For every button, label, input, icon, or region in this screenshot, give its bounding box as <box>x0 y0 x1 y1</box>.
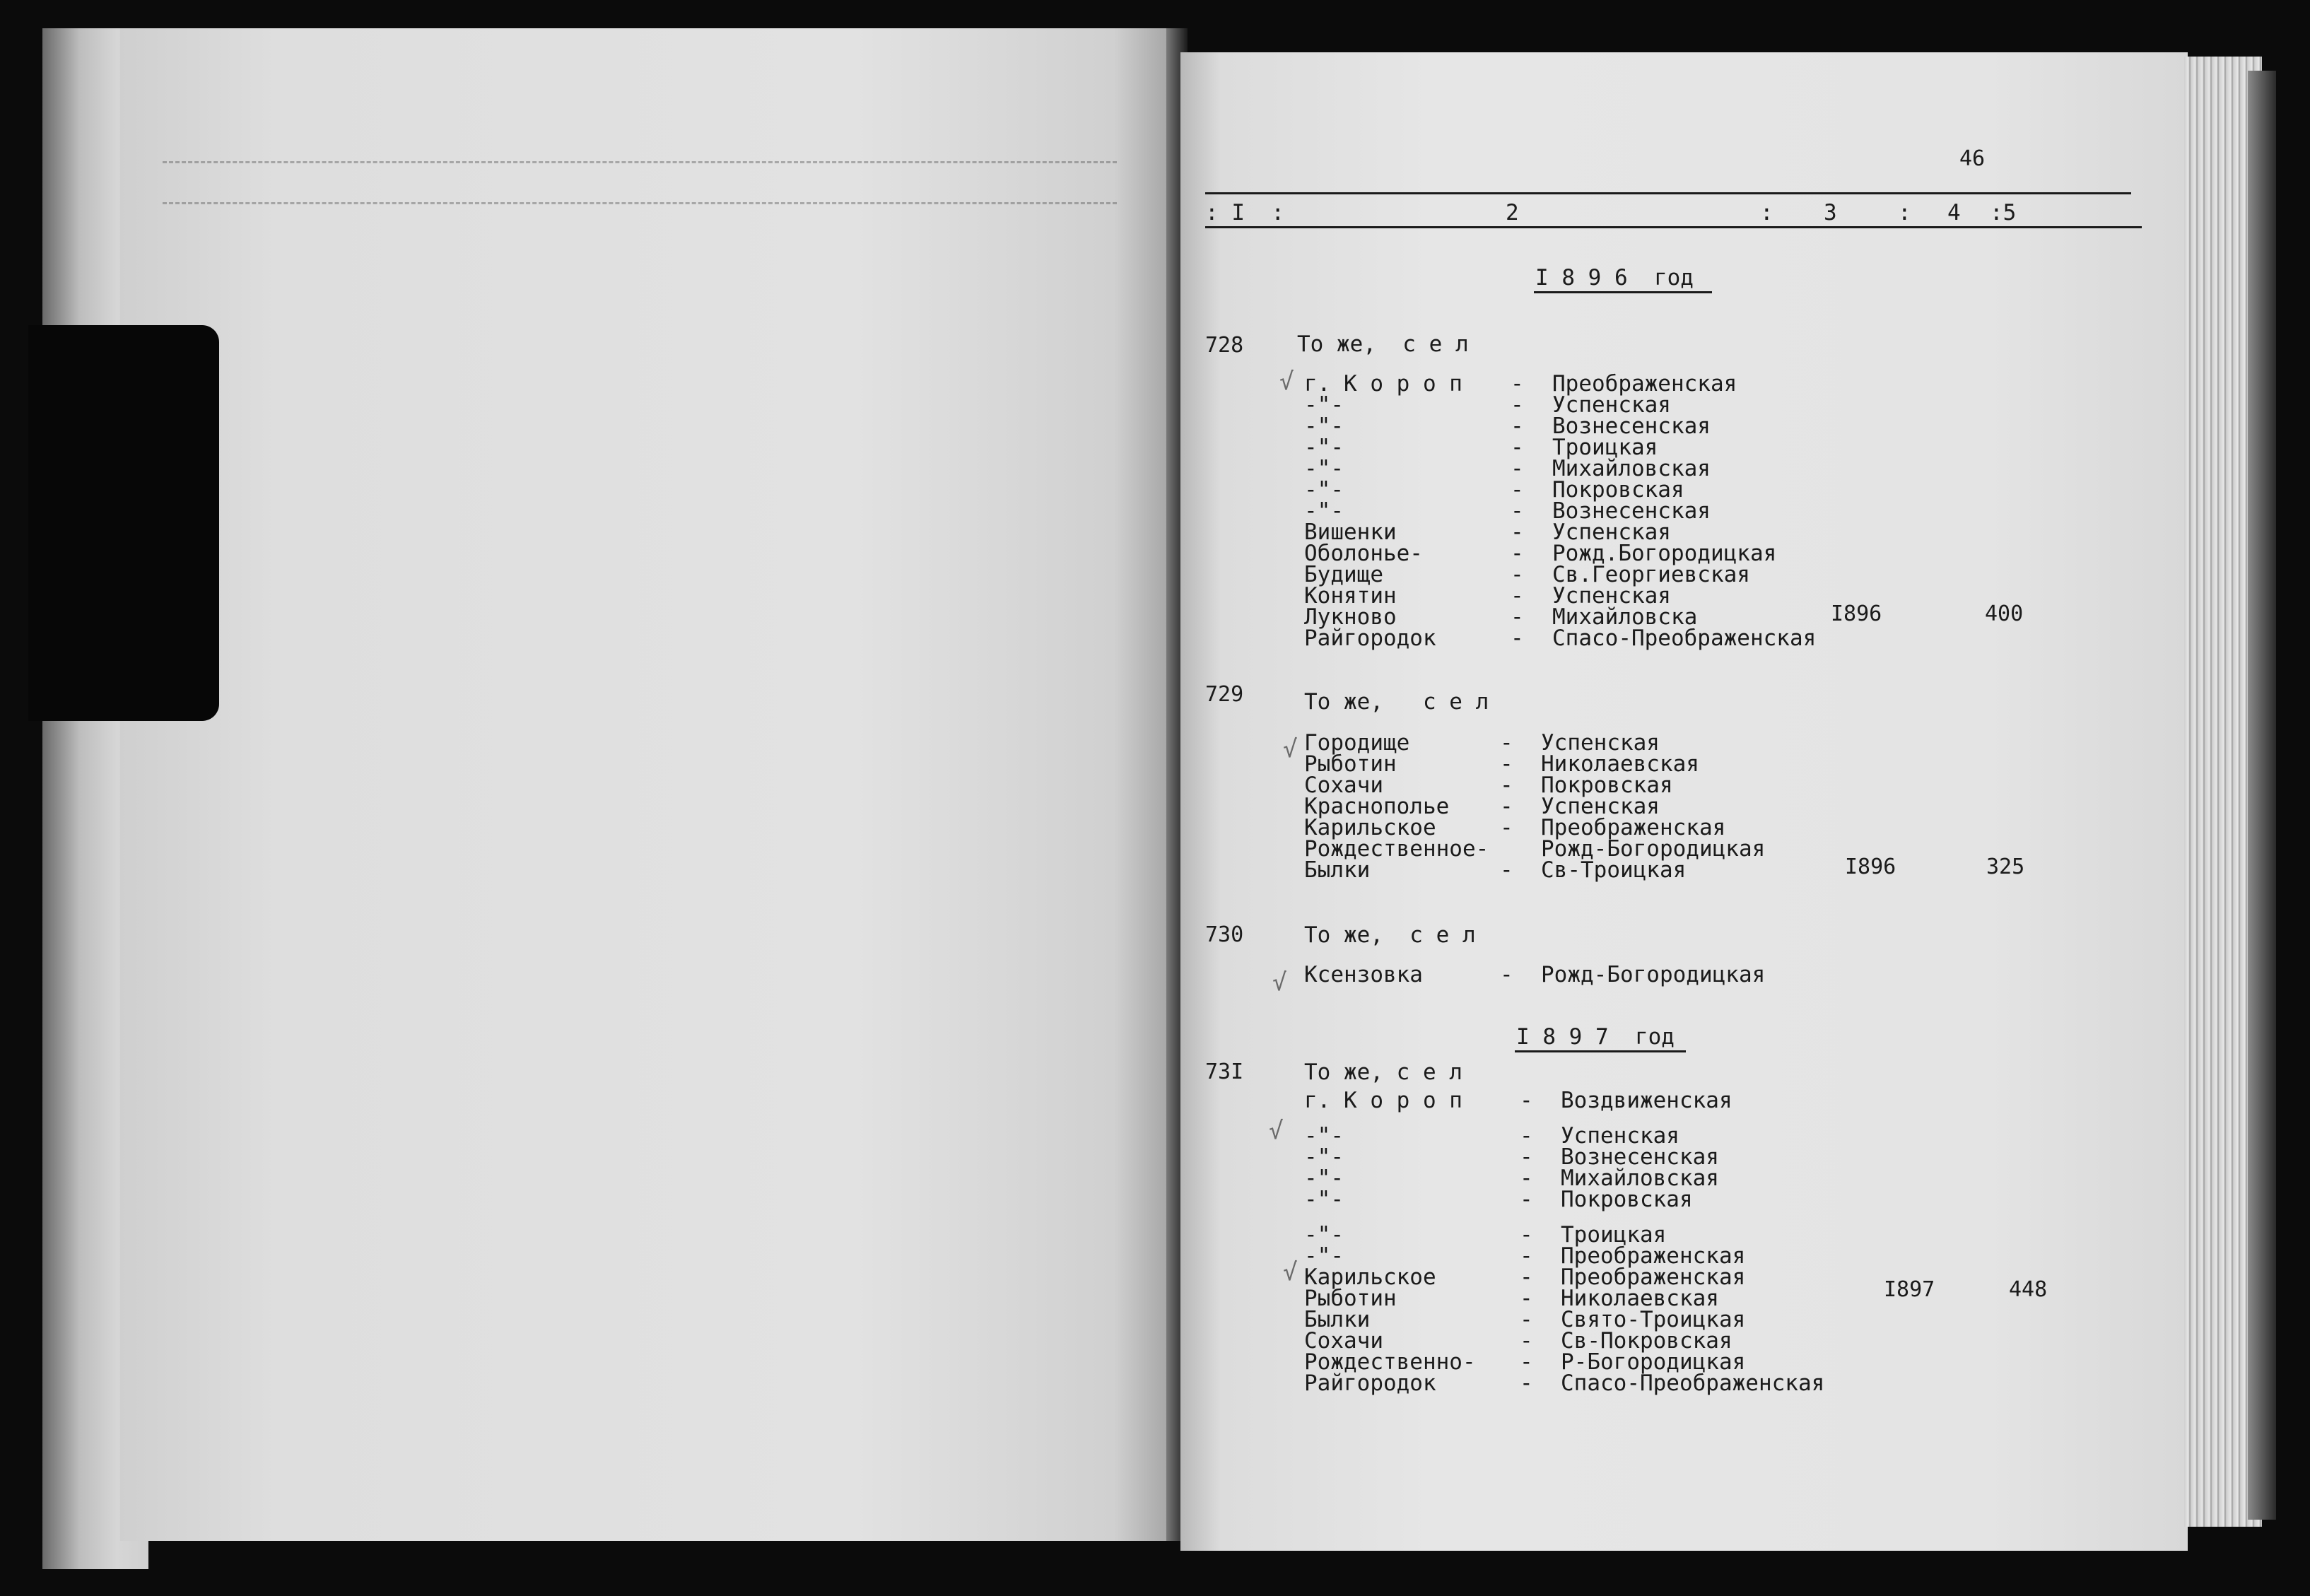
church-name: Рожд.Богородицкая <box>1552 541 1777 566</box>
dash-separator: - <box>1520 1265 1533 1290</box>
church-name: Успенская <box>1552 520 1671 545</box>
dash-separator: - <box>1500 815 1513 840</box>
page-stack-shadow <box>2248 71 2276 1520</box>
church-name: Михайловска <box>1552 604 1698 630</box>
church-name: Преображенская <box>1561 1243 1746 1269</box>
place-name: -"- <box>1304 1123 1344 1149</box>
header-col-1: : I : <box>1205 200 1284 225</box>
place-name: Райгородок <box>1304 1371 1436 1396</box>
check-mark: √ <box>1283 735 1298 763</box>
church-name: Преображенская <box>1552 371 1737 397</box>
section-title-underline <box>1515 1050 1686 1052</box>
church-name: Успенская <box>1552 392 1671 418</box>
place-name: -"- <box>1304 1243 1344 1269</box>
place-name: Краснополье <box>1304 794 1450 819</box>
dash-separator: - <box>1511 477 1524 503</box>
section-title-1896: I 8 9 6 год <box>1535 265 1694 291</box>
header-col-3: 3 <box>1824 200 1837 225</box>
dash-separator: - <box>1520 1371 1533 1396</box>
dash-separator: - <box>1511 498 1524 524</box>
dash-separator: - <box>1520 1349 1533 1375</box>
church-name: Рожд-Богородицкая <box>1541 836 1766 862</box>
header-sep: : <box>1760 200 1773 225</box>
place-name: -"- <box>1304 1166 1344 1191</box>
church-name: Успенская <box>1541 794 1660 819</box>
place-name: -"- <box>1304 413 1344 439</box>
place-name: Рыботин <box>1304 751 1397 777</box>
dash-separator: - <box>1520 1166 1533 1191</box>
place-name: -"- <box>1304 1187 1344 1212</box>
church-name: Св.Георгиевская <box>1552 562 1750 587</box>
place-name: Вишенки <box>1304 520 1397 545</box>
place-name: -"- <box>1304 392 1344 418</box>
check-mark: √ <box>1272 968 1287 997</box>
record-year: I897 <box>1884 1277 1935 1302</box>
place-name: Сохачи <box>1304 773 1383 798</box>
dash-separator: - <box>1520 1328 1533 1354</box>
place-name: -"- <box>1304 456 1344 481</box>
church-name: Спасо-Преображенская <box>1561 1371 1825 1396</box>
dash-separator: - <box>1500 962 1513 987</box>
place-name: -"- <box>1304 498 1344 524</box>
church-name: Троицкая <box>1552 435 1658 460</box>
church-name: Рожд-Богородицкая <box>1541 962 1766 987</box>
dash-separator: - <box>1500 773 1513 798</box>
header-col-4: 4 <box>1947 200 1961 225</box>
place-name: Рождественное- <box>1304 836 1489 862</box>
place-name: Сохачи <box>1304 1328 1383 1354</box>
church-name: Михайловская <box>1552 456 1711 481</box>
dash-separator: - <box>1511 371 1524 397</box>
place-name: Конятин <box>1304 583 1397 609</box>
place-name: Лукново <box>1304 604 1397 630</box>
dash-separator: - <box>1511 413 1524 439</box>
place-name: Карильское <box>1304 1265 1436 1290</box>
dash-separator: - <box>1511 562 1524 587</box>
record-count: 400 <box>1985 602 2024 626</box>
church-name: Св-Покровская <box>1561 1328 1732 1354</box>
place-name: Рыботин <box>1304 1286 1397 1311</box>
left-page-bleed-rule <box>163 161 1117 163</box>
record-count: 448 <box>2009 1277 2048 1302</box>
dash-separator: - <box>1520 1088 1533 1113</box>
dash-separator: - <box>1500 794 1513 819</box>
church-name: Николаевская <box>1541 751 1699 777</box>
dash-separator: - <box>1520 1123 1533 1149</box>
church-name: Вознесенская <box>1552 498 1711 524</box>
church-name: Николаевская <box>1561 1286 1719 1311</box>
church-name: Покровская <box>1552 477 1684 503</box>
church-name: Покровская <box>1561 1187 1693 1212</box>
church-name: Вознесенская <box>1552 413 1711 439</box>
dash-separator: - <box>1511 541 1524 566</box>
left-page-bleed-rule <box>163 202 1117 204</box>
header-rule-bottom <box>1205 226 2142 228</box>
record-count: 325 <box>1986 855 2025 879</box>
record-number: 729 <box>1205 682 1244 707</box>
dash-separator: - <box>1520 1307 1533 1332</box>
place-name: Былки <box>1304 1307 1371 1332</box>
church-name: Успенская <box>1552 583 1671 609</box>
dash-separator: - <box>1511 435 1524 460</box>
dash-separator: - <box>1500 730 1513 756</box>
church-name: Покровская <box>1541 773 1673 798</box>
place-name: Городище <box>1304 730 1410 756</box>
church-name: Воздвиженская <box>1561 1088 1732 1113</box>
church-name: Спасо-Преображенская <box>1552 626 1817 651</box>
church-name: Р-Богородицкая <box>1561 1349 1746 1375</box>
dash-separator: - <box>1500 857 1513 883</box>
record-heading: То же, с е л <box>1304 922 1476 948</box>
dash-separator: - <box>1500 751 1513 777</box>
dash-separator: - <box>1520 1187 1533 1212</box>
record-heading: То же, с е л <box>1304 1060 1462 1085</box>
place-name: Будище <box>1304 562 1383 587</box>
church-name: Преображенская <box>1561 1265 1746 1290</box>
book-cover-edge <box>2276 42 2310 1555</box>
place-name: -"- <box>1304 1144 1344 1170</box>
dash-separator: - <box>1511 604 1524 630</box>
header-col-5: :5 <box>1990 200 2017 225</box>
record-heading: То же, с е л <box>1304 689 1489 715</box>
section-title-1897: I 8 9 7 год <box>1516 1024 1675 1050</box>
dash-separator: - <box>1511 626 1524 651</box>
page-tab-marker <box>28 325 219 721</box>
place-name: Райгородок <box>1304 626 1436 651</box>
page-number: 46 <box>1959 146 1986 171</box>
record-year: I896 <box>1831 602 1882 626</box>
header-col-2: 2 <box>1506 200 1519 225</box>
place-name: Карильское <box>1304 815 1436 840</box>
record-number: 730 <box>1205 922 1244 947</box>
left-page <box>120 28 1166 1541</box>
church-name: Успенская <box>1561 1123 1679 1149</box>
dash-separator: - <box>1511 583 1524 609</box>
header-sep: : <box>1898 200 1911 225</box>
place-name: Ксензовка <box>1304 962 1423 987</box>
place-name: -"- <box>1304 1222 1344 1248</box>
dash-separator: - <box>1520 1243 1533 1269</box>
header-rule-top <box>1205 192 2131 194</box>
place-name: Былки <box>1304 857 1371 883</box>
dash-separator: - <box>1511 520 1524 545</box>
place-name: -"- <box>1304 477 1344 503</box>
dash-separator: - <box>1520 1222 1533 1248</box>
check-mark: √ <box>1269 1117 1284 1145</box>
church-name: Вознесенская <box>1561 1144 1719 1170</box>
church-name: Михайловская <box>1561 1166 1719 1191</box>
dash-separator: - <box>1511 392 1524 418</box>
dash-separator: - <box>1520 1144 1533 1170</box>
check-mark: √ <box>1279 368 1294 396</box>
church-name: Св-Троицкая <box>1541 857 1687 883</box>
dash-separator: - <box>1520 1286 1533 1311</box>
place-name: г. К о р о п <box>1304 1088 1462 1113</box>
record-year: I896 <box>1845 855 1896 879</box>
church-name: Успенская <box>1541 730 1660 756</box>
church-name: Троицкая <box>1561 1222 1667 1248</box>
record-number: 728 <box>1205 333 1244 358</box>
record-number: 73I <box>1205 1060 1244 1084</box>
place-name: Рождественно- <box>1304 1349 1476 1375</box>
church-name: Преображенская <box>1541 815 1726 840</box>
place-name: г. К о р о п <box>1304 371 1462 397</box>
place-name: Оболонье- <box>1304 541 1423 566</box>
church-name: Свято-Троицкая <box>1561 1307 1746 1332</box>
place-name: -"- <box>1304 435 1344 460</box>
record-heading: То же, с е л <box>1297 331 1469 357</box>
dash-separator: - <box>1511 456 1524 481</box>
check-mark: √ <box>1283 1258 1298 1286</box>
section-title-underline <box>1534 291 1712 293</box>
